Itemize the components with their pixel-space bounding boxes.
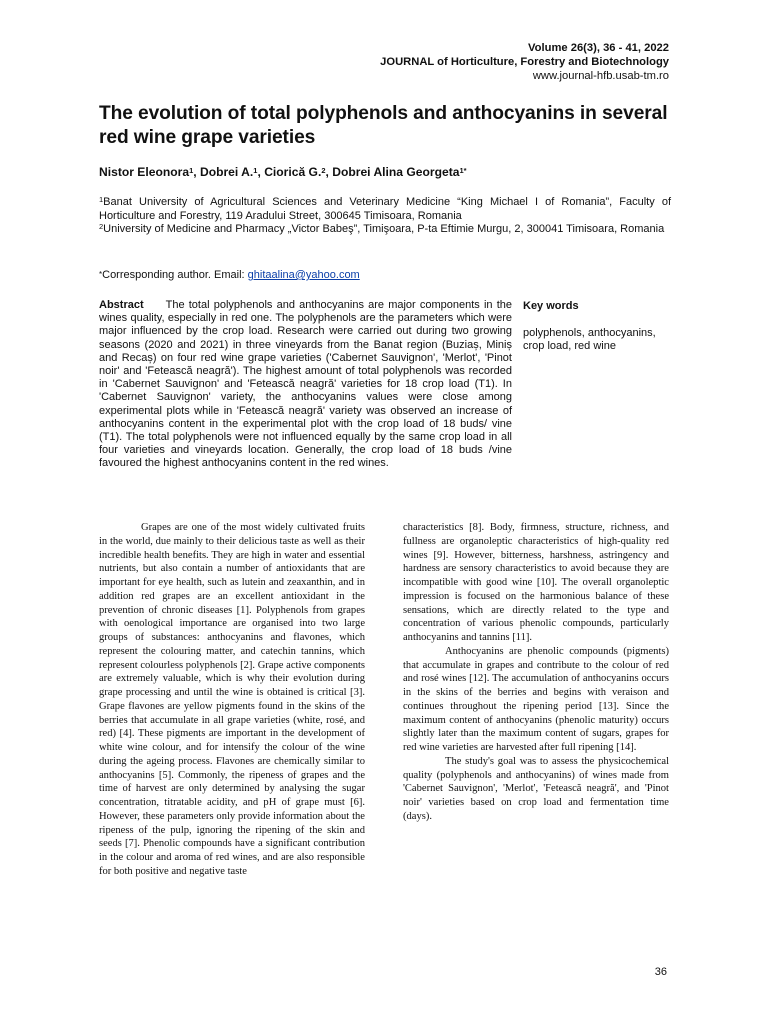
affiliation-mark: 2 [99, 222, 104, 231]
author-name: Dobrei A. [199, 165, 254, 179]
body-column-right [403, 521, 669, 824]
author-name: Dobrei Alina Georgeta [332, 165, 460, 179]
abstract-heading: Abstract [99, 299, 144, 311]
corresponding-email-link[interactable]: ghitaalina@yahoo.com [247, 269, 360, 281]
author-affiliation-mark: 1* [459, 166, 467, 175]
affiliation-text: University of Medicine and Pharmacy „Victor Babeş”, Timişoara, P-ta Eftimie Murgu, 2, 300041 Timisoara, Romania [103, 223, 665, 235]
author-separator: , [257, 165, 265, 179]
body-paragraph: characteristics [8]. Body, firmness, structure, richness, and fullness are organoleptic characteristics of high-quality red wines [9]. However, bitterness, harshness, astringency and hardness are sensory characteristics to avoid because they are incompatible with good wine [10]. The overall organoleptic impression is focused on the harmonious balance of these sensations, which are directly related to the type and concentration of various phenolic compounds, particularly anthocyanins and tannins [11]. [403, 522, 669, 643]
author-name: Nistor Eleonora [99, 165, 190, 179]
body-paragraph: Anthocyanins are phenolic compounds (pigments) that accumulate in grapes and contribute to the colour of red and rosé wines [12]. The accumulation of anthocyanins occurs in the skins of the berries and begins with veraison and continues throughout the ripening period [13]. Since the maximum content of anthocyanins (phenolic maturity) occurs slightly later than the maximum content of sugars, grapes for red wine varieties are harvested after full ripening [14]. [403, 645, 669, 753]
author-list [99, 165, 679, 180]
affiliation-1 [99, 195, 671, 223]
affiliation-2 [99, 222, 671, 236]
journal-url[interactable]: www.journal-hfb.usab-tm.ro [532, 70, 669, 82]
paper-title: The evolution of total polyphenols and anthocyanins in several red wine grape varieties [99, 103, 668, 148]
corresponding-label: Corresponding author. Email: [102, 269, 248, 281]
author-affiliation-mark: 1 [253, 166, 258, 175]
journal-name: JOURNAL of Horticulture, Forestry and Biotechnology [380, 56, 669, 68]
abstract [99, 299, 512, 471]
author-separator: , [193, 165, 200, 179]
body-paragraph: The study's goal was to assess the physicochemical quality (polyphenols and anthocyanins) of wines made from 'Cabernet Sauvignon', 'Merlot', 'Fetească neagră', and 'Pinot noir' varieties based on crop load and fermentation time (days). [403, 755, 669, 822]
author-affiliation-mark: 1 [189, 166, 194, 175]
keywords-text: polyphenols, anthocyanins, crop load, red wine [523, 327, 656, 353]
abstract-text: The total polyphenols and anthocyanins are major components in the wines quality, especially in red one. The polyphenols are the parameters which were major influenced by the crop load. Research were carried out during two growing seasons (2020 and 2021) in three vineyards from the Banat region (Buziaș, Miniș and Recaș) on four red wine grape varieties ('Cabernet Sauvignon', 'Merlot', 'Pinot noir' and 'Fetească neagră'). The highest amount of total polyphenols was recorded in 'Cabernet Sauvignon' and 'Fetească neagră' varieties for 18 crop load (T1). In 'Cabernet Sauvignon' variety, the anthocyanins values were close among experimental plots while in 'Fetească neagră' variety was observed an increase of anthocyanins content in the experimental plot with the crop load of 18 buds/ vine (T1). The total polyphenols were not influenced equally by the same crop load in all four varieties and vineyards location. Generally, the crop load of 18 buds /vine favoured the highest anthocyanins content in the red wines. [99, 299, 512, 470]
author-separator: , [325, 165, 333, 179]
author-affiliation-mark: 2 [321, 166, 326, 175]
page-number: 36 [654, 966, 667, 978]
affiliation-text: Banat University of Agricultural Sciences and Veterinary Medicine “King Michael I of Romania”, Faculty of Horticulture and Forestry, 119 Aradului Street, 300645 Timisoara, Romania [99, 196, 671, 223]
body-paragraph: Grapes are one of the most widely cultivated fruits in the world, due mainly to their delicious taste as well as their incredible health benefits. They are high in water and essential nutrients, but also contain a number of antioxidants that are important for eye health, such as lutein and zeaxanthin, and in addition red grapes are an excellent antioxidant in the prevention of chronic diseases [1]. Polyphenols from grapes with oenological importance are organised into two large groups of substances: anthocyanins and flavones, which represent the colouring matter, and catechin tannins, which represent colourless polyphenols [2]. Grape active components are extremely valuable, which is why their evolution during grape processing and until the wine is obtained is critical [3]. Grape flavones are yellow pigments found in the skins of the berries that accumulate in all grape varieties (white, rosé, and red) [4]. These pigments are important in the development of white wine colour, and for intensify the colour of the wine during the ageing process. Flavones are chemically similar to anthocyanins [5]. Commonly, the ripeness of grapes and the time of harvest are only determined by analysing the sugar concentration, titratable acidity, and pH of grape must [6]. However, these parameters only provide information about the ripeness of the pulp, ignoring the ripening of the skin and seeds [7]. Phenolic compounds have a significant contribution in the colour and aroma of red wines, and are also responsible for both positive and negative taste [99, 522, 365, 877]
body-column-left [99, 521, 365, 879]
affiliation-mark: 1 [99, 195, 104, 204]
journal-masthead [380, 41, 669, 83]
corresponding-author [99, 268, 671, 282]
author-name: Ciorică G. [264, 165, 322, 179]
keywords-heading: Key words [523, 300, 579, 312]
corresponding-star: * [99, 270, 103, 279]
journal-volume: Volume 26(3), 36 - 41, 2022 [528, 42, 669, 54]
